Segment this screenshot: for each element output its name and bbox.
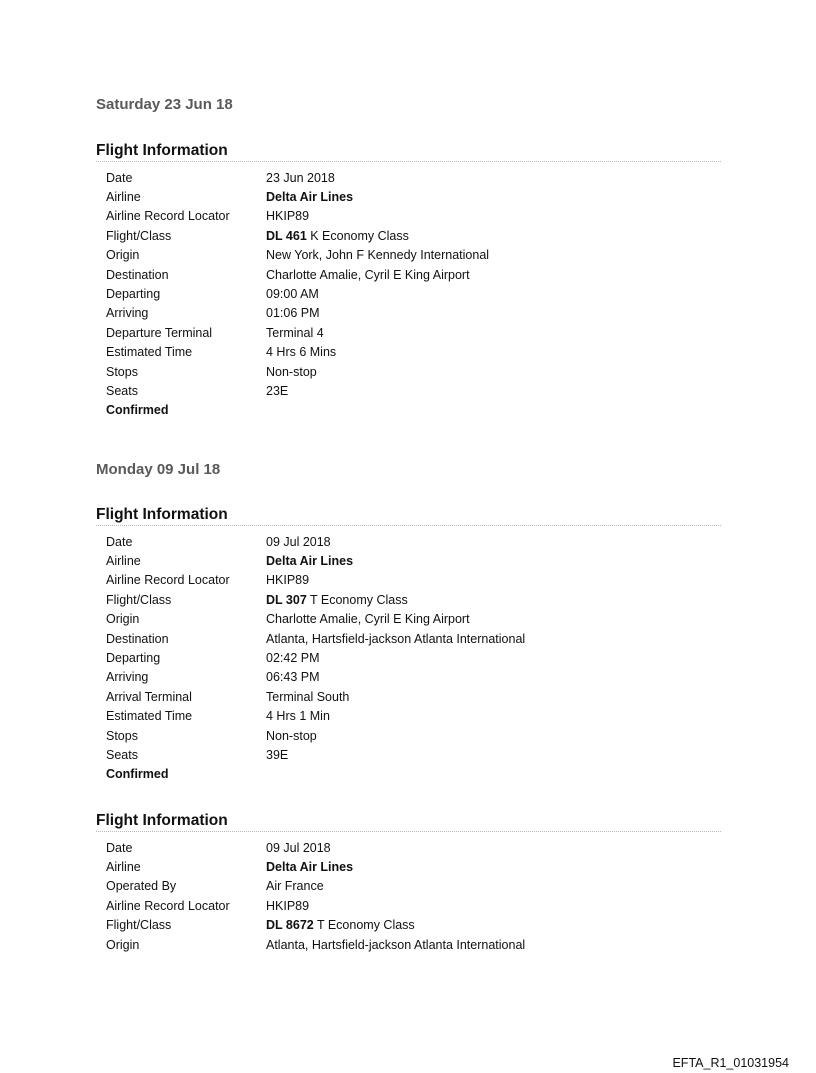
segment-1-date-heading: Saturday 23 Jun 18: [96, 96, 233, 113]
row-arriving: [106, 304, 489, 323]
row-terminal: [106, 687, 525, 706]
record-locator-label: Airline Record Locator: [106, 209, 230, 224]
destination-label: Destination: [106, 631, 169, 646]
row-origin: [106, 935, 525, 954]
date-value: 09 Jul 2018: [266, 840, 331, 855]
terminal-value: Terminal 4: [266, 325, 324, 340]
booking-class: T Economy Class: [306, 592, 408, 607]
row-flight-class: [106, 916, 525, 935]
row-origin: [106, 610, 525, 629]
origin-value: Atlanta, Hartsfield-jackson Atlanta International: [266, 937, 526, 952]
record-locator-value: HKIP89: [266, 898, 310, 913]
row-date: [106, 168, 489, 187]
row-operated-by: [106, 877, 525, 896]
airline-value: Delta Air Lines: [266, 190, 354, 205]
stops-label: Stops: [106, 364, 138, 379]
flight-class-value: [266, 916, 525, 935]
row-date: [106, 838, 525, 857]
stops-label: Stops: [106, 728, 138, 743]
flight-class-value: [266, 590, 525, 609]
flight-class-value: [266, 226, 489, 245]
document-id: EFTA_R1_01031954: [672, 1056, 789, 1070]
row-record-locator: [106, 571, 525, 590]
stops-value: Non-stop: [266, 364, 317, 379]
departing-value: 09:00 AM: [266, 287, 319, 302]
arriving-label: Arriving: [106, 670, 149, 685]
estimated-time-label: Estimated Time: [106, 709, 193, 724]
airline-label: Airline: [106, 860, 141, 875]
destination-value: Charlotte Amalie, Cyril E King Airport: [266, 267, 470, 282]
departing-label: Departing: [106, 287, 161, 302]
terminal-label: Arrival Terminal: [106, 689, 192, 704]
booking-class: K Economy Class: [306, 228, 409, 243]
date-label: Date: [106, 840, 133, 855]
arriving-label: Arriving: [106, 306, 149, 321]
origin-value: Charlotte Amalie, Cyril E King Airport: [266, 612, 470, 627]
date-value: 23 Jun 2018: [266, 170, 335, 185]
flight-class-label: Flight/Class: [106, 228, 172, 243]
date-value: 09 Jul 2018: [266, 534, 331, 549]
row-record-locator: [106, 207, 489, 226]
row-record-locator: [106, 896, 525, 915]
destination-label: Destination: [106, 267, 169, 282]
row-estimated-time: [106, 707, 525, 726]
flight-number: DL 461: [266, 228, 307, 243]
date-label: Date: [106, 170, 133, 185]
estimated-time-value: 4 Hrs 1 Min: [266, 709, 330, 724]
segment-2-flight-table: [106, 532, 525, 784]
seats-label: Seats: [106, 383, 138, 398]
row-flight-class: [106, 226, 489, 245]
origin-label: Origin: [106, 612, 140, 627]
row-stops: [106, 362, 489, 381]
row-stops: [106, 726, 525, 745]
arriving-value: 06:43 PM: [266, 670, 320, 685]
row-flight-class: [106, 590, 525, 609]
origin-value: New York, John F Kennedy International: [266, 248, 490, 263]
estimated-time-value: 4 Hrs 6 Mins: [266, 345, 337, 360]
row-estimated-time: [106, 343, 489, 362]
destination-value: Atlanta, Hartsfield-jackson Atlanta International: [266, 631, 526, 646]
row-terminal: [106, 323, 489, 342]
row-destination: [106, 629, 525, 648]
origin-label: Origin: [106, 937, 140, 952]
record-locator-label: Airline Record Locator: [106, 898, 230, 913]
record-locator-label: Airline Record Locator: [106, 573, 230, 588]
seats-value: 39E: [266, 747, 289, 762]
row-status: [106, 765, 525, 784]
segment-3-section-title: Flight Information: [96, 812, 721, 832]
record-locator-value: HKIP89: [266, 573, 310, 588]
airline-label: Airline: [106, 554, 141, 569]
row-departing: [106, 284, 489, 303]
row-date: [106, 532, 525, 551]
departing-value: 02:42 PM: [266, 651, 320, 666]
segment-3-flight-table: [106, 838, 525, 954]
flight-number: DL 307: [266, 592, 307, 607]
estimated-time-label: Estimated Time: [106, 345, 193, 360]
row-airline: [106, 187, 489, 206]
stops-value: Non-stop: [266, 728, 317, 743]
segment-1-section-title: Flight Information: [96, 142, 721, 162]
flight-number: DL 8672: [266, 918, 314, 933]
row-airline: [106, 857, 525, 876]
segment-2-date-heading: Monday 09 Jul 18: [96, 461, 221, 478]
airline-value: Delta Air Lines: [266, 860, 354, 875]
date-label: Date: [106, 534, 133, 549]
seats-label: Seats: [106, 747, 138, 762]
arriving-value: 01:06 PM: [266, 306, 320, 321]
terminal-label: Departure Terminal: [106, 325, 213, 340]
terminal-value: Terminal South: [266, 689, 350, 704]
seats-value: 23E: [266, 383, 289, 398]
operated-by-label: Operated By: [106, 879, 177, 894]
row-seats: [106, 381, 489, 400]
record-locator-value: HKIP89: [266, 209, 310, 224]
row-origin: [106, 246, 489, 265]
departing-label: Departing: [106, 651, 161, 666]
airline-value: Delta Air Lines: [266, 554, 354, 569]
flight-class-label: Flight/Class: [106, 592, 172, 607]
origin-label: Origin: [106, 248, 140, 263]
row-destination: [106, 265, 489, 284]
status-badge: Confirmed: [106, 403, 169, 418]
row-seats: [106, 745, 525, 764]
segment-1-flight-table: [106, 168, 489, 420]
segment-2-section-title: Flight Information: [96, 506, 721, 526]
flight-class-label: Flight/Class: [106, 918, 172, 933]
booking-class: T Economy Class: [313, 918, 415, 933]
row-departing: [106, 648, 525, 667]
row-arriving: [106, 668, 525, 687]
status-badge: Confirmed: [106, 767, 169, 782]
operated-by-value: Air France: [266, 879, 324, 894]
row-airline: [106, 551, 525, 570]
row-status: [106, 401, 489, 420]
airline-label: Airline: [106, 190, 141, 205]
